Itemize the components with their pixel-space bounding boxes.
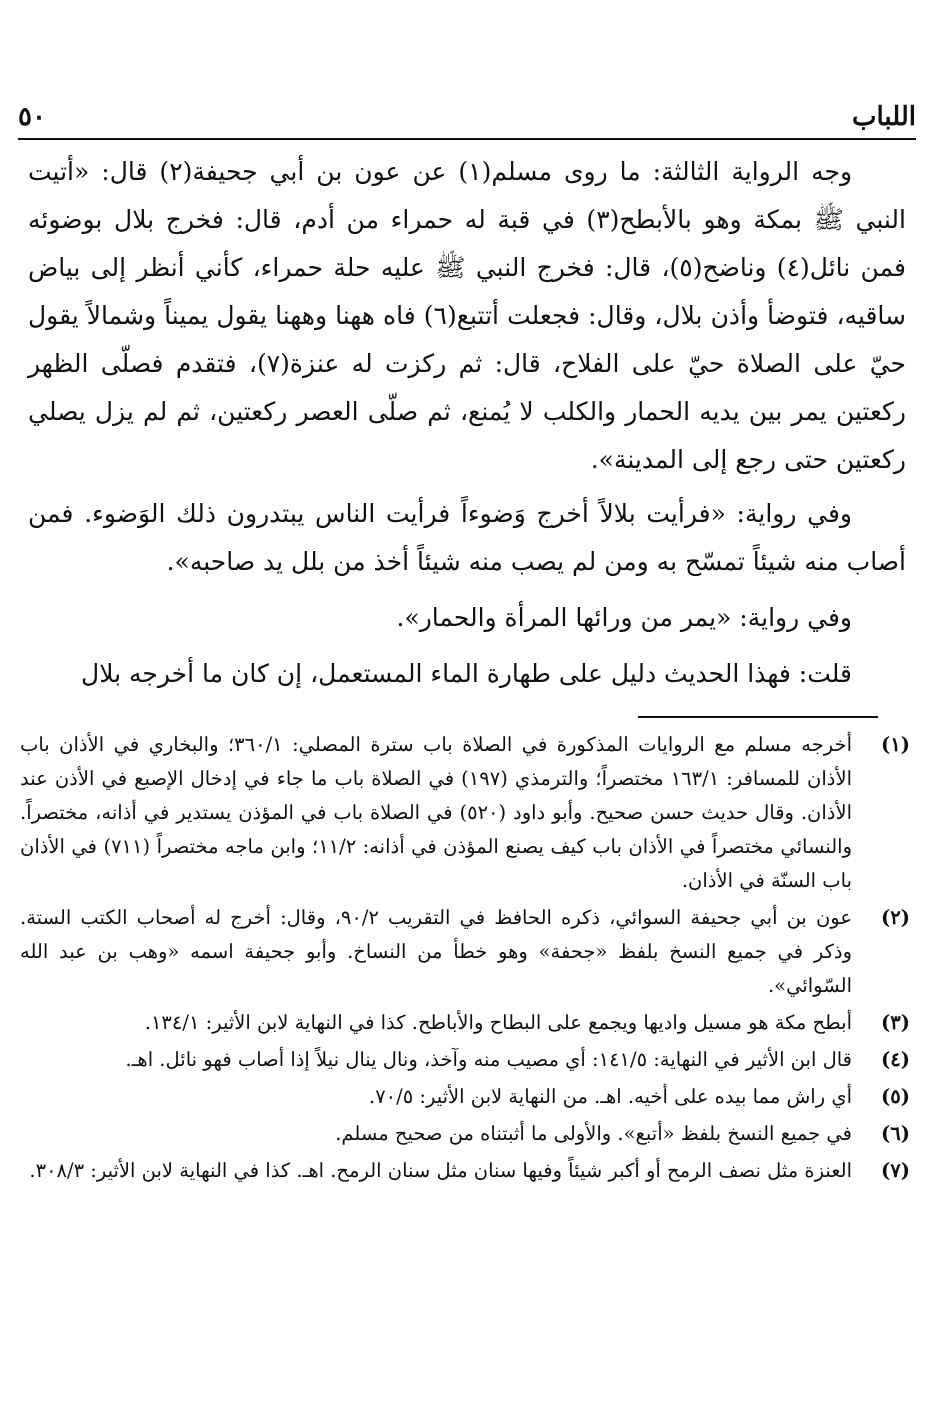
footnote-number: (٢) — [881, 906, 910, 929]
paragraph: وفي رواية: «فرأيت بلالاً أخرج وَضوءاً فرأيت الناس يبتدرون ذلك الوَضوء. فمن أصاب منه شيئاً تمسّح به ومن لم يصب منه شيئاً أخذ من بلل يد صاحبه». — [28, 499, 906, 576]
footnote-number: (٤) — [881, 1048, 910, 1071]
paragraph: قلت: فهذا الحديث دليل على طهارة الماء المستعمل، إن كان ما أخرجه بلال — [81, 659, 852, 688]
footnote-separator — [638, 716, 878, 718]
paragraph: وجه الرواية الثالثة: ما روى مسلم(١) عن عون بن أبي جحيفة(٢) قال: «أتيت النبي ﷺ بمكة وهو بالأبطح(٣) في قبة له حمراء من أدم، قال: فخرج بلال بوضوئه فمن نائل(٤) وناضح(٥)، قال: فخرج النبي ﷺ عليه حلة حمراء، كأني أنظر إلى بياض ساقيه، فتوضأ وأذن بلال، وقال: فجعلت أتتبع(٦) فاه ههنا وههنا يقول يميناً وشمالاً يقول حيّ على الصلاة حيّ على الفلاح، قال: ثم ركزت له عنزة(٧)، فتقدم فصلّى الظهر ركعتين يمر بين يديه الحمار والكلب لا يُمنع، ثم صلّى العصر ركعتين، ثم لم يزل يصلي ركعتين حتى رجع إلى المدينة». — [28, 157, 906, 474]
page-number: ٥٠ — [18, 102, 46, 132]
footnote — [20, 728, 914, 898]
footnote — [20, 1006, 914, 1040]
footnote-text: عون بن أبي جحيفة السوائي، ذكره الحافظ في التقريب ٩٠/٢، وقال: أخرج له أصحاب الكتب الستة. وذكر في جميع النسخ بلفظ «جحفة» وهو خطأ من النساخ. وأبو جحيفة اسمه «وهب بن عبد الله السّوائي». — [20, 906, 852, 997]
footnote-text: في جميع النسخ بلفظ «أتبع». والأولى ما أثبتناه من صحيح مسلم. — [335, 1122, 852, 1145]
footnote-number: (١) — [881, 733, 910, 756]
footnote-text: قال ابن الأثير في النهاية: ١٤١/٥: أي مصيب منه وآخذ، ونال ينال نيلاً إذا أصاب فهو نائل. اهـ. — [125, 1048, 852, 1071]
footnote-text: أي راش مما بيده على أخيه. اهـ. من النهاية لابن الأثير: ٧٠/٥. — [368, 1085, 852, 1108]
footnote-number: (٥) — [881, 1085, 910, 1108]
running-header — [18, 92, 916, 132]
footnote — [20, 1154, 914, 1188]
footnote — [20, 901, 914, 1003]
footnote-text: أبطح مكة هو مسيل واديها ويجمع على البطاح والأباطح. كذا في النهاية لابن الأثير: ١٣٤/١. — [144, 1011, 852, 1034]
footnote-text: أخرجه مسلم مع الروايات المذكورة في الصلاة باب سترة المصلي: ٣٦٠/١؛ والبخاري في الأذان باب الأذان للمسافر: ١٦٣/١ مختصراً؛ والترمذي (١٩٧) في الصلاة باب ما جاء في إدخال الإصبع في الأذن عند الأذان. وقال حديث حسن صحيح. وأبو داود (٥٢٠) في الصلاة باب في المؤذن يستدير في أذانه، مختصراً. والنسائي مختصراً في الأذان باب كيف يصنع المؤذن في أذانه: ١١/٢؛ وابن ماجه مختصراً (٧١١) في الأذان باب السنّة في الأذان. — [20, 733, 853, 892]
footnote-number: (٣) — [881, 1011, 910, 1034]
footnote — [20, 1117, 914, 1151]
footnotes — [20, 728, 914, 1191]
running-title: اللباب — [852, 102, 916, 132]
footnote-number: (٧) — [881, 1159, 910, 1182]
footnote — [20, 1043, 914, 1077]
header-rule — [18, 138, 916, 140]
main-text — [28, 148, 906, 706]
footnote-text: العنزة مثل نصف الرمح أو أكبر شيئاً وفيها سنان مثل سنان الرمح. اهـ. كذا في النهاية لابن الأثير: ٣٠٨/٣. — [29, 1159, 852, 1182]
footnote-number: (٦) — [881, 1122, 910, 1145]
paragraph: وفي رواية: «يمر من ورائها المرأة والحمار». — [396, 603, 852, 632]
footnote — [20, 1080, 914, 1114]
